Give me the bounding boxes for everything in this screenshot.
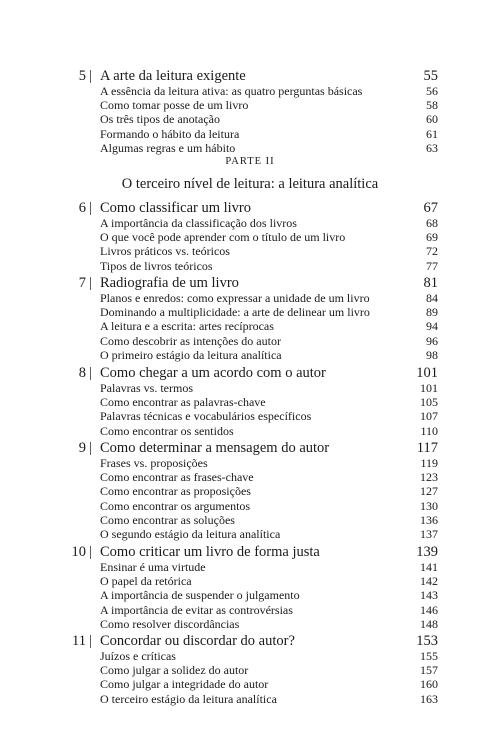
section-title: Como julgar a solidez do autor (100, 663, 249, 678)
chapter-heading (0, 275, 500, 291)
section-title: Dominando a multiplicidade: a arte de delinear um livro (100, 305, 370, 320)
list-item (0, 305, 500, 319)
section-page-number: 69 (426, 230, 438, 245)
list-item (0, 588, 500, 602)
section-page-number: 163 (420, 691, 438, 706)
chapter-10 (0, 544, 500, 631)
chapter-page-number: 55 (423, 68, 438, 84)
section-page-number: 119 (420, 456, 438, 470)
list-item (0, 499, 500, 513)
section-page-number: 94 (426, 319, 438, 334)
list-item (0, 98, 500, 112)
list-item (0, 560, 500, 574)
section-page-number: 141 (420, 560, 438, 574)
section-page-number: 143 (420, 588, 438, 603)
chapter-9 (0, 440, 500, 541)
chapter-title: A arte da leitura exigente (100, 68, 246, 84)
section-page-number: 137 (420, 526, 438, 541)
chapter-number: 11 (72, 633, 86, 649)
section-page-number: 77 (426, 258, 438, 273)
section-page-number: 96 (426, 333, 438, 348)
section-title: O segundo estágio da leitura analítica (100, 526, 281, 541)
list-item (0, 424, 500, 438)
section-title: Formando o hábito da leitura (100, 126, 240, 141)
list-item (0, 244, 500, 258)
chapter-5 (0, 68, 500, 155)
section-title: Como encontrar os sentidos (100, 423, 234, 438)
chapter-separator: | (89, 200, 92, 216)
chapter-separator: | (89, 544, 92, 560)
chapter-6 (0, 200, 500, 273)
section-page-number: 58 (426, 98, 438, 113)
section-title: Como descobrir as intenções do autor (100, 333, 281, 348)
section-title: Como encontrar as proposições (100, 484, 251, 499)
list-item (0, 574, 500, 588)
section-title: A importância de suspender o julgamento (100, 588, 300, 603)
list-item (0, 513, 500, 527)
list-item (0, 395, 500, 409)
section-title: Como encontrar os argumentos (100, 498, 251, 513)
chapter-number: 5 (78, 68, 86, 84)
chapter-page-number: 153 (416, 633, 438, 649)
chapter-heading (0, 200, 500, 216)
list-item (0, 112, 500, 126)
section-title: Tipos de livros teóricos (100, 258, 213, 273)
section-title: O papel da retórica (100, 574, 192, 589)
section-page-number: 160 (420, 677, 438, 692)
list-item (0, 456, 500, 470)
section-title: Como encontrar as palavras-chave (100, 395, 266, 410)
section-title: A importância da classificação dos livros (100, 216, 297, 230)
chapter-page-number: 139 (416, 544, 438, 560)
list-item (0, 527, 500, 541)
chapter-separator: | (89, 365, 92, 381)
chapter-page-number: 101 (416, 365, 438, 381)
list-item (0, 649, 500, 663)
section-title: Planos e enredos: como expressar a unidade de um livro (100, 291, 370, 305)
section-page-number: 136 (420, 512, 438, 527)
section-title: O terceiro estágio da leitura analítica (100, 691, 277, 706)
section-page-number: 98 (426, 347, 438, 362)
list-item (0, 381, 500, 395)
list-item (0, 484, 500, 498)
section-title: Juízos e críticas (100, 649, 176, 663)
section-title: Como encontrar as soluções (100, 512, 235, 527)
list-item (0, 291, 500, 305)
section-title: Como encontrar as frases-chave (100, 470, 254, 485)
chapter-page-number: 81 (423, 275, 438, 291)
section-page-number: 101 (420, 381, 438, 395)
list-item (0, 663, 500, 677)
list-item (0, 470, 500, 484)
section-page-number: 146 (420, 602, 438, 617)
section-title: O primeiro estágio da leitura analítica (100, 347, 282, 362)
chapter-title: Como criticar um livro de forma justa (100, 544, 320, 560)
chapter-number: 9 (78, 440, 86, 456)
section-title: Palavras técnicas e vocabulários específicos (100, 409, 312, 424)
section-title: Como tomar posse de um livro (100, 98, 249, 113)
section-title: A essência da leitura ativa: as quatro perguntas básicas (100, 84, 363, 98)
chapter-number: 7 (78, 275, 86, 291)
section-page-number: 155 (420, 649, 438, 663)
list-item (0, 617, 500, 631)
section-page-number: 142 (420, 574, 438, 589)
chapter-8 (0, 365, 500, 438)
section-page-number: 89 (426, 305, 438, 320)
section-title: Algumas regras e um hábito (100, 140, 236, 155)
chapter-number: 6 (78, 200, 86, 216)
list-item (0, 141, 500, 155)
section-page-number: 105 (420, 395, 438, 410)
chapter-heading (0, 544, 500, 560)
chapter-7 (0, 275, 500, 362)
chapter-separator: | (89, 440, 92, 456)
section-page-number: 56 (426, 84, 438, 98)
section-page-number: 107 (420, 409, 438, 424)
chapter-page-number: 67 (423, 200, 438, 216)
list-item (0, 230, 500, 244)
section-page-number: 148 (420, 616, 438, 631)
chapter-title: Como chegar a um acordo com o autor (100, 365, 326, 381)
chapter-number: 8 (78, 365, 86, 381)
section-page-number: 130 (420, 498, 438, 513)
section-title: Como resolver discordâncias (100, 616, 240, 631)
chapter-heading (0, 365, 500, 381)
section-page-number: 157 (420, 663, 438, 678)
chapter-heading (0, 633, 500, 649)
section-title: A leitura e a escrita: artes recíprocas (100, 319, 274, 334)
section-title: Os três tipos de anotação (100, 112, 220, 127)
list-item (0, 84, 500, 98)
chapter-title: Como classificar um livro (100, 200, 252, 216)
list-item (0, 692, 500, 706)
chapter-11 (0, 633, 500, 706)
list-item (0, 677, 500, 691)
section-title: Palavras vs. termos (100, 381, 193, 395)
chapter-separator: | (89, 68, 92, 84)
list-item (0, 259, 500, 273)
section-page-number: 63 (426, 140, 438, 155)
list-item (0, 603, 500, 617)
list-item (0, 348, 500, 362)
section-page-number: 61 (426, 126, 438, 141)
section-title: Ensinar é uma virtude (100, 560, 206, 574)
section-title: O que você pode aprender com o título de um livro (100, 230, 346, 245)
chapter-title: Como determinar a mensagem do autor (100, 440, 330, 456)
section-page-number: 110 (420, 423, 438, 438)
list-item (0, 409, 500, 423)
list-item (0, 334, 500, 348)
chapter-title: Concordar ou discordar do autor? (100, 633, 295, 649)
chapter-title: Radiografia de um livro (100, 275, 239, 291)
chapter-heading (0, 68, 500, 84)
section-page-number: 72 (426, 244, 438, 259)
section-title: A importância de evitar as controvérsias (100, 602, 293, 617)
section-page-number: 60 (426, 112, 438, 127)
chapter-separator: | (89, 633, 92, 649)
section-page-number: 84 (426, 291, 438, 305)
list-item (0, 319, 500, 333)
list-item (0, 127, 500, 141)
chapter-heading (0, 440, 500, 456)
section-title: Como julgar a integridade do autor (100, 677, 269, 692)
section-page-number: 127 (420, 484, 438, 499)
section-page-number: 68 (426, 216, 438, 230)
chapter-number: 10 (71, 544, 86, 560)
section-page-number: 123 (420, 470, 438, 485)
section-title: Frases vs. proposições (100, 456, 208, 470)
part-label: PARTE II (225, 156, 275, 167)
list-item (0, 216, 500, 230)
chapter-separator: | (89, 275, 92, 291)
chapter-page-number: 117 (416, 440, 438, 456)
section-title: Livros práticos vs. teóricos (100, 244, 230, 259)
part-title: O terceiro nível de leitura: a leitura analítica (121, 176, 379, 192)
